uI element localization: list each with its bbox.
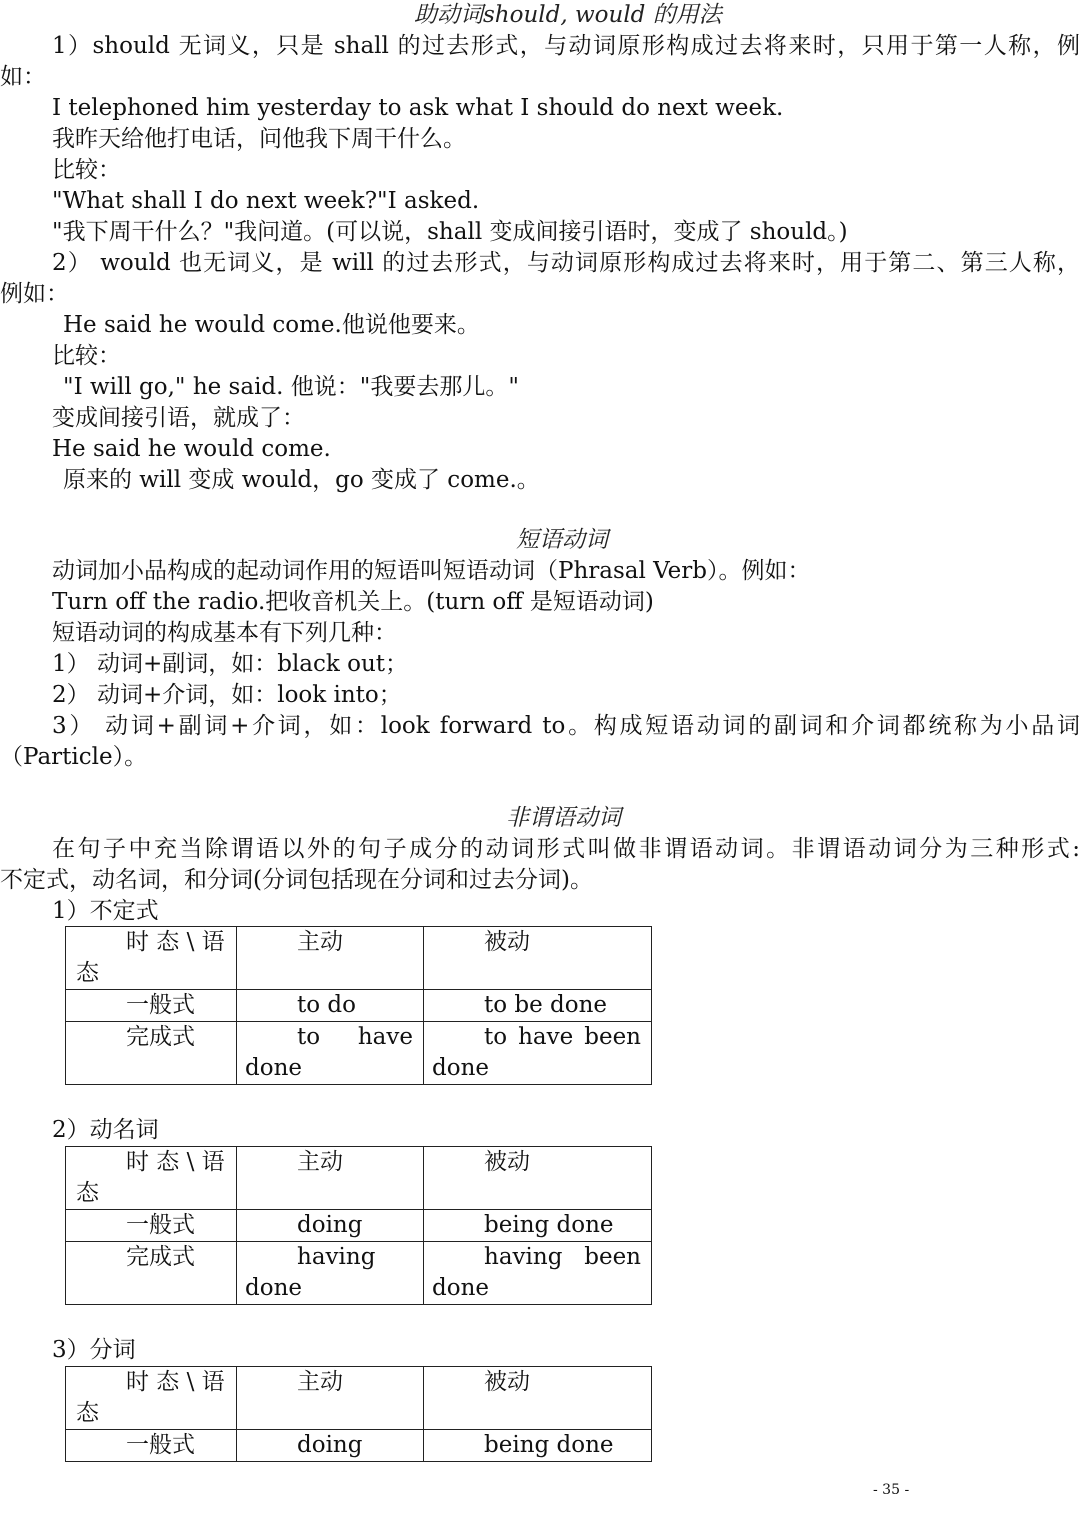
- table-cell: [66, 1430, 237, 1462]
- paragraph-line: 1）should 无词义，只是 shall 的过去形式，与动词原形构成过去将来时，只用于第一人称，例: [52, 33, 1080, 59]
- table-row: [66, 1430, 652, 1462]
- cell-text: to do: [297, 992, 356, 1018]
- cell-text: to: [297, 1024, 321, 1050]
- list-item: 2） 动词+介词，如：look into；: [52, 682, 402, 708]
- cell-text: to: [484, 1024, 508, 1050]
- table-cell: [424, 1242, 652, 1305]
- paragraph-line: 不定式，动名词，和分词(分词包括现在分词和过去分词)。: [0, 867, 593, 893]
- table-row: [66, 1022, 652, 1085]
- cell-text: to be done: [484, 992, 608, 1018]
- list-item: 3） 动词+副词+介词，如：look forward to。构成短语动词的副词和介词都统称为小品词: [52, 713, 1080, 739]
- cell-text: been: [584, 1244, 641, 1270]
- section-title-should-would: 助动词should, would 的用法: [414, 2, 722, 28]
- header-text: 主动: [297, 929, 343, 955]
- table-cell: [424, 1210, 652, 1242]
- table-row: [66, 1210, 652, 1242]
- section-title-phrasal-verb: 短语动词: [516, 527, 608, 553]
- cell-text: 一般式: [126, 1212, 195, 1238]
- table-cell: [237, 1242, 424, 1305]
- cell-text: been: [584, 1024, 641, 1050]
- header-text: 态: [76, 960, 99, 986]
- section-title-non-finite-verb: 非谓语动词: [506, 805, 621, 831]
- table-cell: [237, 1430, 424, 1462]
- cell-text: done: [432, 1275, 489, 1301]
- table-row: [66, 990, 652, 1022]
- table-cell: [66, 1022, 237, 1085]
- header-text: 时 态 \ 语: [126, 1149, 225, 1175]
- cell-text: 完成式: [126, 1244, 195, 1270]
- header-cell-tense-voice: [66, 1367, 237, 1430]
- cell-text: 完成式: [126, 1024, 195, 1050]
- header-text: 主动: [297, 1149, 343, 1175]
- cell-text: done: [245, 1275, 302, 1301]
- header-text: 被动: [484, 1149, 530, 1175]
- compare-label: 比较：: [52, 343, 121, 369]
- table-header-row: [66, 1147, 652, 1210]
- header-cell-tense-voice: [66, 927, 237, 990]
- header-text: 态: [76, 1180, 99, 1206]
- cell-text: being done: [484, 1212, 614, 1238]
- header-cell-active: [237, 1147, 424, 1210]
- table-cell: [424, 1022, 652, 1085]
- paragraph-line: 如：: [0, 64, 46, 90]
- paragraph-line: 变成间接引语，就成了：: [52, 405, 305, 431]
- compare-label: 比较：: [52, 157, 121, 183]
- cell-text: 一般式: [126, 1432, 195, 1458]
- table-cell: [237, 1210, 424, 1242]
- table-header-row: [66, 1367, 652, 1430]
- header-text: 时 态 \ 语: [126, 1369, 225, 1395]
- example-sentence: Turn off the radio.把收音机关上。(turn off 是短语动词): [52, 589, 654, 615]
- header-text: 被动: [484, 1369, 530, 1395]
- header-cell-passive: [424, 927, 652, 990]
- cell-text: having: [297, 1244, 376, 1270]
- gerund-table: [65, 1146, 652, 1305]
- header-cell-passive: [424, 1367, 652, 1430]
- infinitive-table: [65, 926, 652, 1085]
- table-cell: [424, 1430, 652, 1462]
- example-sentence: I telephoned him yesterday to ask what I should do next week.: [52, 95, 784, 121]
- paragraph-line: 短语动词的构成基本有下列几种：: [52, 620, 397, 646]
- table-label-infinitive: 1）不定式: [52, 898, 159, 924]
- example-sentence: He said he would come.他说他要来。: [63, 312, 480, 338]
- header-cell-active: [237, 1367, 424, 1430]
- paragraph-line: 动词加小品构成的起动词作用的短语叫短语动词（Phrasal Verb）。例如：: [52, 558, 811, 584]
- cell-text: have: [357, 1024, 413, 1050]
- example-translation: "我下周干什么？"我问道。(可以说，shall 变成间接引语时，变成了 should。): [52, 219, 848, 245]
- table-cell: [237, 990, 424, 1022]
- header-text: 时 态 \ 语: [126, 929, 225, 955]
- cell-text: done: [432, 1055, 489, 1081]
- table-cell: [66, 990, 237, 1022]
- cell-text: having: [484, 1244, 563, 1270]
- paragraph-line: 2） would 也无词义，是 will 的过去形式，与动词原形构成过去将来时，用于第二、第三人称，: [52, 250, 1080, 276]
- table-cell: [424, 990, 652, 1022]
- table-label-participle: 3）分词: [52, 1337, 136, 1363]
- participle-table: [65, 1366, 652, 1462]
- header-cell-active: [237, 927, 424, 990]
- cell-text: doing: [297, 1212, 363, 1238]
- paragraph-line: 例如：: [0, 281, 69, 307]
- example-sentence: "What shall I do next week?"I asked.: [52, 188, 480, 214]
- table-cell: [66, 1210, 237, 1242]
- list-item: 1） 动词+副词，如：black out；: [52, 651, 409, 677]
- header-cell-tense-voice: [66, 1147, 237, 1210]
- header-text: 主动: [297, 1369, 343, 1395]
- cell-text: being done: [484, 1432, 614, 1458]
- table-cell: [66, 1242, 237, 1305]
- paragraph-line: 在句子中充当除谓语以外的句子成分的动词形式叫做非谓语动词。非谓语动词分为三种形式:: [52, 836, 1080, 862]
- header-text: 被动: [484, 929, 530, 955]
- cell-text: 一般式: [126, 992, 195, 1018]
- example-sentence: He said he would come.: [52, 436, 331, 462]
- page-number: - 35 -: [873, 1482, 910, 1498]
- table-label-gerund: 2）动名词: [52, 1117, 159, 1143]
- header-cell-passive: [424, 1147, 652, 1210]
- example-translation: 我昨天给他打电话，问他我下周干什么。: [52, 126, 466, 152]
- example-sentence: "I will go," he said. 他说："我要去那儿。": [63, 374, 519, 400]
- paragraph-line: 原来的 will 变成 would，go 变成了 come.。: [63, 467, 540, 493]
- table-header-row: [66, 927, 652, 990]
- table-row: [66, 1242, 652, 1305]
- cell-text: doing: [297, 1432, 363, 1458]
- cell-text: done: [245, 1055, 302, 1081]
- table-cell: [237, 1022, 424, 1085]
- cell-text: have: [518, 1024, 574, 1050]
- header-text: 态: [76, 1400, 99, 1426]
- paragraph-line: （Particle）。: [0, 744, 148, 770]
